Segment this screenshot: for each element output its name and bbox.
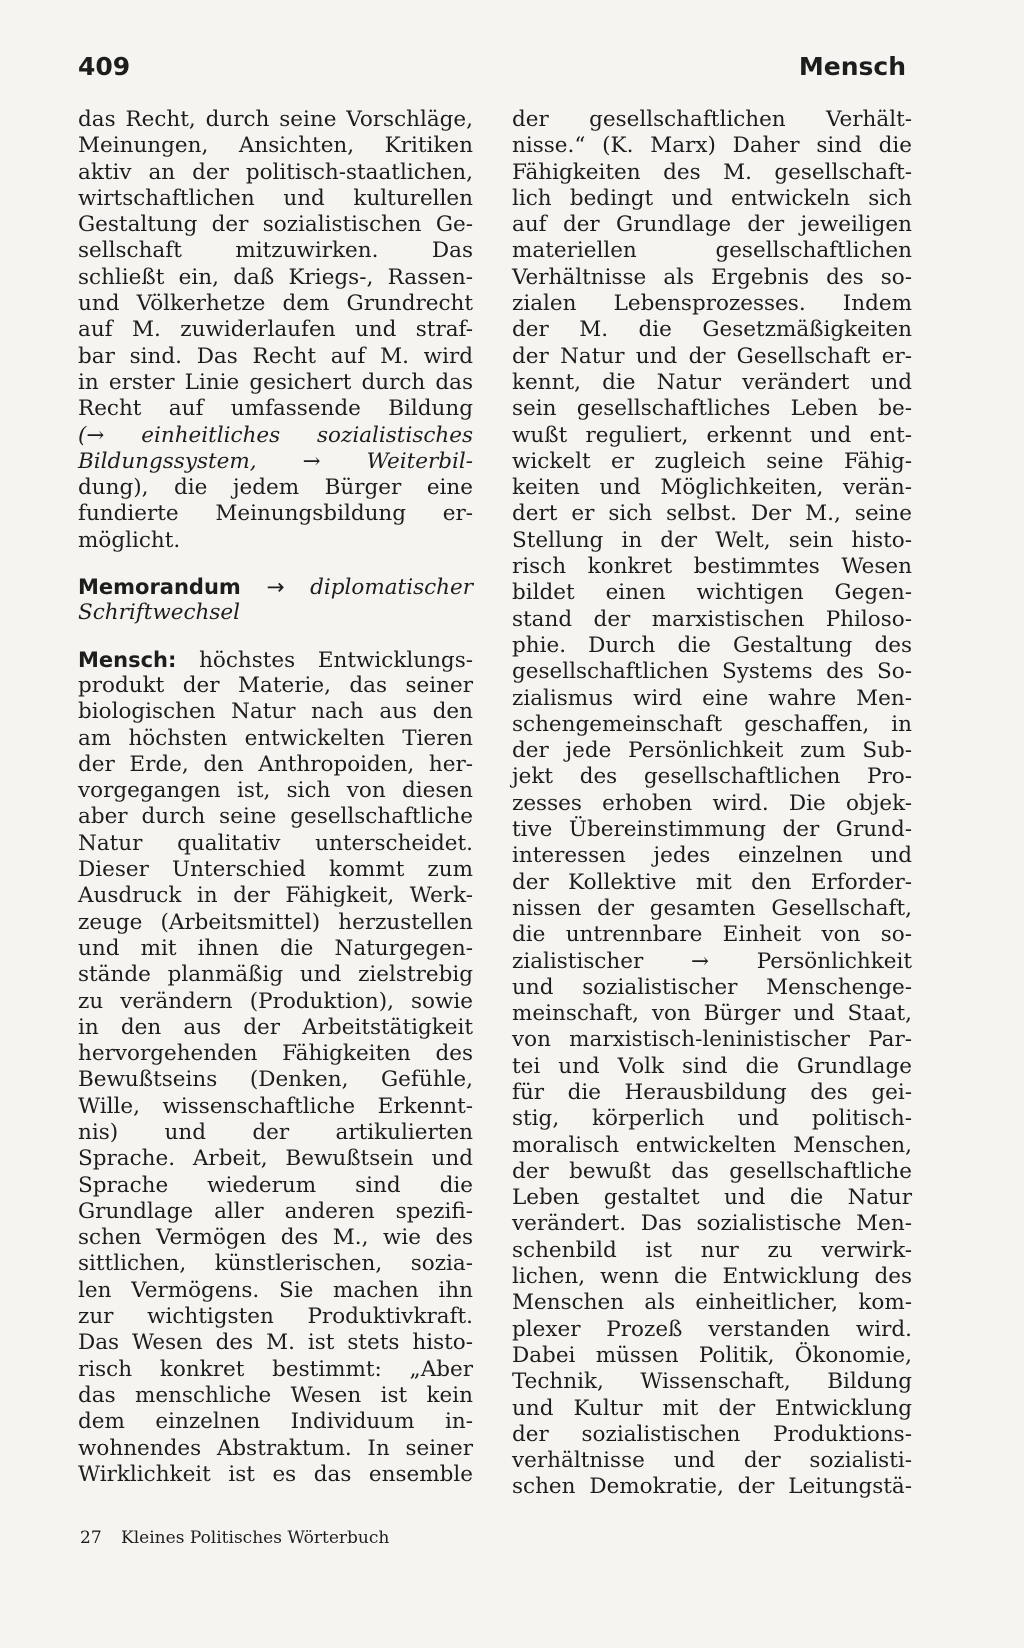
text-line: von marxistisch-leninistischer Par- [512,1027,912,1053]
text-line: verhältnisse und der sozialisti- [512,1448,912,1474]
text-line: meinschaft, von Bürger und Staat, [512,1001,912,1027]
page-number: 409 [78,52,131,81]
text-line: lichen, wenn die Entwicklung des [512,1264,912,1290]
page-header [78,52,906,88]
text-line: möglicht. [78,527,181,553]
text-line: für die Herausbildung des gei- [512,1079,912,1105]
text-line: schenbild ist nur zu verwirk- [512,1237,912,1263]
text-line: Meinungen, Ansichten, Kritiken [78,133,473,159]
text-line: kennt, die Natur verändert und [512,369,912,395]
text-line: der M. die Gesetzmäßigkeiten [512,317,912,343]
text-line: der jede Persönlichkeit zum Sub- [512,738,912,764]
text-line: sittlichen, künstlerischen, sozia- [78,1251,473,1277]
text-line: Wirklichkeit ist es das ensemble [78,1461,473,1487]
text-line: jekt des gesellschaftlichen Pro- [512,764,912,790]
text-line: moralisch entwickelten Menschen, [512,1132,912,1158]
running-head: Mensch [798,52,906,81]
text-line: aber durch seine gesellschaftliche [78,804,473,830]
cross-reference: diplomatischer [310,575,473,601]
text-line: in den aus der Arbeitstätigkeit [78,1014,473,1040]
text-line: Dabei müssen Politik, Ökonomie, [512,1342,912,1368]
text-line: dert er sich selbst. Der M., seine [512,501,912,527]
text-line: Dieser Unterschied kommt zum [78,857,473,883]
text-line: Verhältnisse als Ergebnis des so- [512,264,912,290]
entry-header-line [78,647,473,673]
text-line: und Kultur mit der Entwicklung [512,1395,912,1421]
text-line: zialistischer → Persönlichkeit [512,948,912,974]
text-line: dem einzelnen Individuum in- [78,1409,473,1435]
entry-continuation [78,107,473,554]
headword: Memorandum [78,575,241,600]
text-line: stand der marxistischen Philoso- [512,606,912,632]
text-line: das Recht, durch seine Vorschläge, [78,107,473,132]
cross-reference: Schriftwechsel [78,600,241,626]
entry-memorandum [78,574,473,627]
text-line: schen Vermögen des M., wie des [78,1225,473,1251]
right-column [512,107,912,1501]
cross-reference-arrow: → [266,575,285,601]
text-line: der Erde, den Anthropoiden, her- [78,751,473,777]
text-line: nisse.“ (K. Marx) Daher sind die [512,133,912,159]
text-line: tive Übereinstimmung der Grund- [512,817,912,843]
text-line: der sozialistischen Produktions- [512,1421,912,1447]
text-line: zesses erhoben wird. Die objek- [512,790,912,816]
text-line: zeuge (Arbeitsmittel) herzustellen [78,909,473,935]
text-line: stände planmäßig und zielstrebig [78,962,473,988]
text-line: gesellschaftlichen Systems des So- [512,659,912,685]
headword: Mensch: [78,647,177,672]
text-line: lich bedingt und entwickeln sich [512,185,912,211]
text-line: risch konkret bestimmtes Wesen [512,554,912,580]
text-line: Wille, wissenschaftliche Erkennt- [78,1093,473,1119]
text-line: tei und Volk sind die Grundlage [512,1053,912,1079]
text-line: zur wichtigsten Produktivkraft. [78,1304,473,1330]
page-footer [80,1528,403,1548]
text-line: bar sind. Das Recht auf M. wird [78,343,473,369]
text-line: len Vermögens. Sie machen ihn [78,1277,473,1303]
text-line: Recht auf umfassende Bildung [78,396,473,422]
text-line: verändert. Das sozialistische Men- [512,1211,912,1237]
book-title: Kleines Politisches Wörterbuch [121,1528,390,1548]
text-line: risch konkret bestimmt: „Aber [78,1356,473,1382]
text-line: vorgegangen ist, sich von diesen [78,778,473,804]
text-line: die untrennbare Einheit von so- [512,922,912,948]
text-line: wußt reguliert, erkennt und ent- [512,422,912,448]
text-line: Fähigkeiten des M. gesellschaft- [512,159,912,185]
text-line: plexer Prozeß verstanden wird. [512,1316,912,1342]
text-line: keiten und Möglichkeiten, verän- [512,475,912,501]
text-line: Sprache wiederum sind die [78,1172,473,1198]
text-line: zialismus wird eine wahre Men- [512,685,912,711]
text-line: Gestaltung der sozialistischen Ge- [78,212,473,238]
text-line: stig, körperlich und politisch- [512,1106,912,1132]
text-line: nissen der gesamten Gesellschaft, [512,895,912,921]
text-line: am höchsten entwickelten Tieren [78,725,473,751]
text-line: Leben gestaltet und die Natur [512,1185,912,1211]
definition-start: höchstes Entwicklungs- [199,647,473,673]
entry-mensch [78,647,473,1489]
text-line: produkt der Materie, das seiner [78,672,473,698]
text-line: biologischen Natur nach aus den [78,699,473,725]
text-line: Technik, Wissenschaft, Bildung [512,1369,912,1395]
sheet-signature: 27 [80,1528,102,1548]
text-line: phie. Durch die Gestaltung des [512,632,912,658]
text-line: der bewußt das gesellschaftliche [512,1158,912,1184]
text-line: interessen jedes einzelnen und [512,843,912,869]
text-line: sellschaft mitzuwirken. Das [78,238,473,264]
text-line: zu verändern (Produktion), sowie [78,988,473,1014]
text-line: Menschen als einheitlicher, kom- [512,1290,912,1316]
text-line: Natur qualitativ unterscheidet. [78,830,473,856]
text-line: sein gesellschaftliches Leben be- [512,396,912,422]
text-line: nis) und der artikulierten [78,1119,473,1145]
text-line: fundierte Meinungsbildung er- [78,501,473,527]
text-line: und Völkerhetze dem Grundrecht [78,291,473,317]
text-line: der gesellschaftlichen Verhält- [512,107,912,132]
text-line: zialen Lebensprozesses. Indem [512,291,912,317]
text-line: und sozialistischer Menschenge- [512,974,912,1000]
text-line: materiellen gesellschaftlichen [512,238,912,264]
text-line: Grundlage aller anderen spezifi- [78,1198,473,1224]
text-line: wirtschaftlichen und kulturellen [78,185,473,211]
text-line: Sprache. Arbeit, Bewußtsein und [78,1146,473,1172]
text-line: Das Wesen des M. ist stets histo- [78,1330,473,1356]
text-line: der Natur und der Gesellschaft er- [512,343,912,369]
text-line: (→ einheitliches sozialistisches [78,422,473,448]
text-line: dung), die jedem Bürger eine [78,475,473,501]
text-line: der Kollektive mit den Erforder- [512,869,912,895]
text-line: Stellung in der Welt, sein histo- [512,527,912,553]
text-line: bildet einen wichtigen Gegen- [512,580,912,606]
text-line: auf der Grundlage der jeweiligen [512,212,912,238]
text-line: Bildungssystem, → Weiterbil- [78,448,473,474]
text-line: in erster Linie gesichert durch das [78,369,473,395]
text-line: schen Demokratie, der Leitungstä- [512,1474,912,1500]
text-line: schließt ein, daß Kriegs-, Rassen- [78,264,473,290]
text-line: auf M. zuwiderlaufen und straf- [78,317,473,343]
text-line: das menschliche Wesen ist kein [78,1382,473,1408]
text-line: aktiv an der politisch-staatlichen, [78,159,473,185]
text-line: Bewußtseins (Denken, Gefühle, [78,1067,473,1093]
entry-header-line [78,574,473,600]
text-line: Ausdruck in der Fähigkeit, Werk- [78,883,473,909]
text-line: wickelt er zugleich seine Fähig- [512,448,912,474]
text-line: wohnendes Abstraktum. In seiner [78,1435,473,1461]
text-line: schengemeinschaft geschaffen, in [512,711,912,737]
text-line: hervorgehenden Fähigkeiten des [78,1041,473,1067]
text-line: und mit ihnen die Naturgegen- [78,935,473,961]
left-column [78,107,473,1488]
